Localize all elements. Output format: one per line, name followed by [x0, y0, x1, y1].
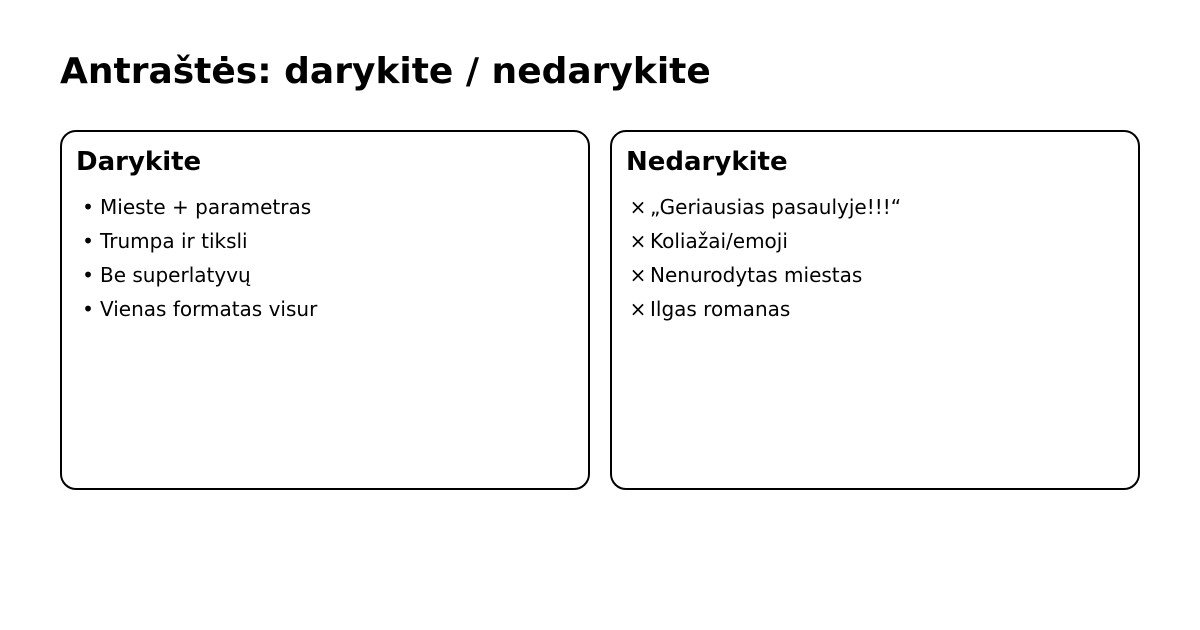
do-card	[60, 130, 590, 490]
bullet-icon: •	[82, 229, 94, 253]
do-item-text: Be superlatyvų	[100, 263, 251, 287]
do-item-text: Mieste + parametras	[100, 195, 312, 219]
bullet-icon: •	[82, 195, 94, 219]
dont-card	[610, 130, 1140, 490]
do-item-text: Vienas formatas visur	[100, 297, 318, 321]
cross-icon: ×	[629, 195, 647, 219]
do-list-item	[76, 190, 574, 224]
cross-icon: ×	[629, 297, 647, 321]
cross-icon: ×	[629, 229, 647, 253]
dont-list-item	[626, 258, 1124, 292]
dont-item-text: Ilgas romanas	[650, 297, 791, 321]
dont-item-text: Koliažai/emoji	[650, 229, 788, 253]
dont-list-item	[626, 224, 1124, 258]
dont-item-text: Nenurodytas miestas	[650, 263, 863, 287]
dont-card-title: Nedarykite	[626, 147, 788, 177]
do-list	[76, 190, 574, 326]
do-item-text: Trumpa ir tiksli	[100, 229, 248, 253]
do-list-item	[76, 258, 574, 292]
dont-list	[626, 190, 1124, 326]
dont-item-text: „Geriausias pasaulyje!!!“	[650, 195, 902, 219]
page-title: Antraštės: darykite / nedarykite	[60, 51, 711, 92]
dont-list-item	[626, 190, 1124, 224]
bullet-icon: •	[82, 297, 94, 321]
cross-icon: ×	[629, 263, 647, 287]
do-list-item	[76, 292, 574, 326]
bullet-icon: •	[82, 263, 94, 287]
do-list-item	[76, 224, 574, 258]
do-card-title: Darykite	[76, 147, 202, 177]
dont-list-item	[626, 292, 1124, 326]
